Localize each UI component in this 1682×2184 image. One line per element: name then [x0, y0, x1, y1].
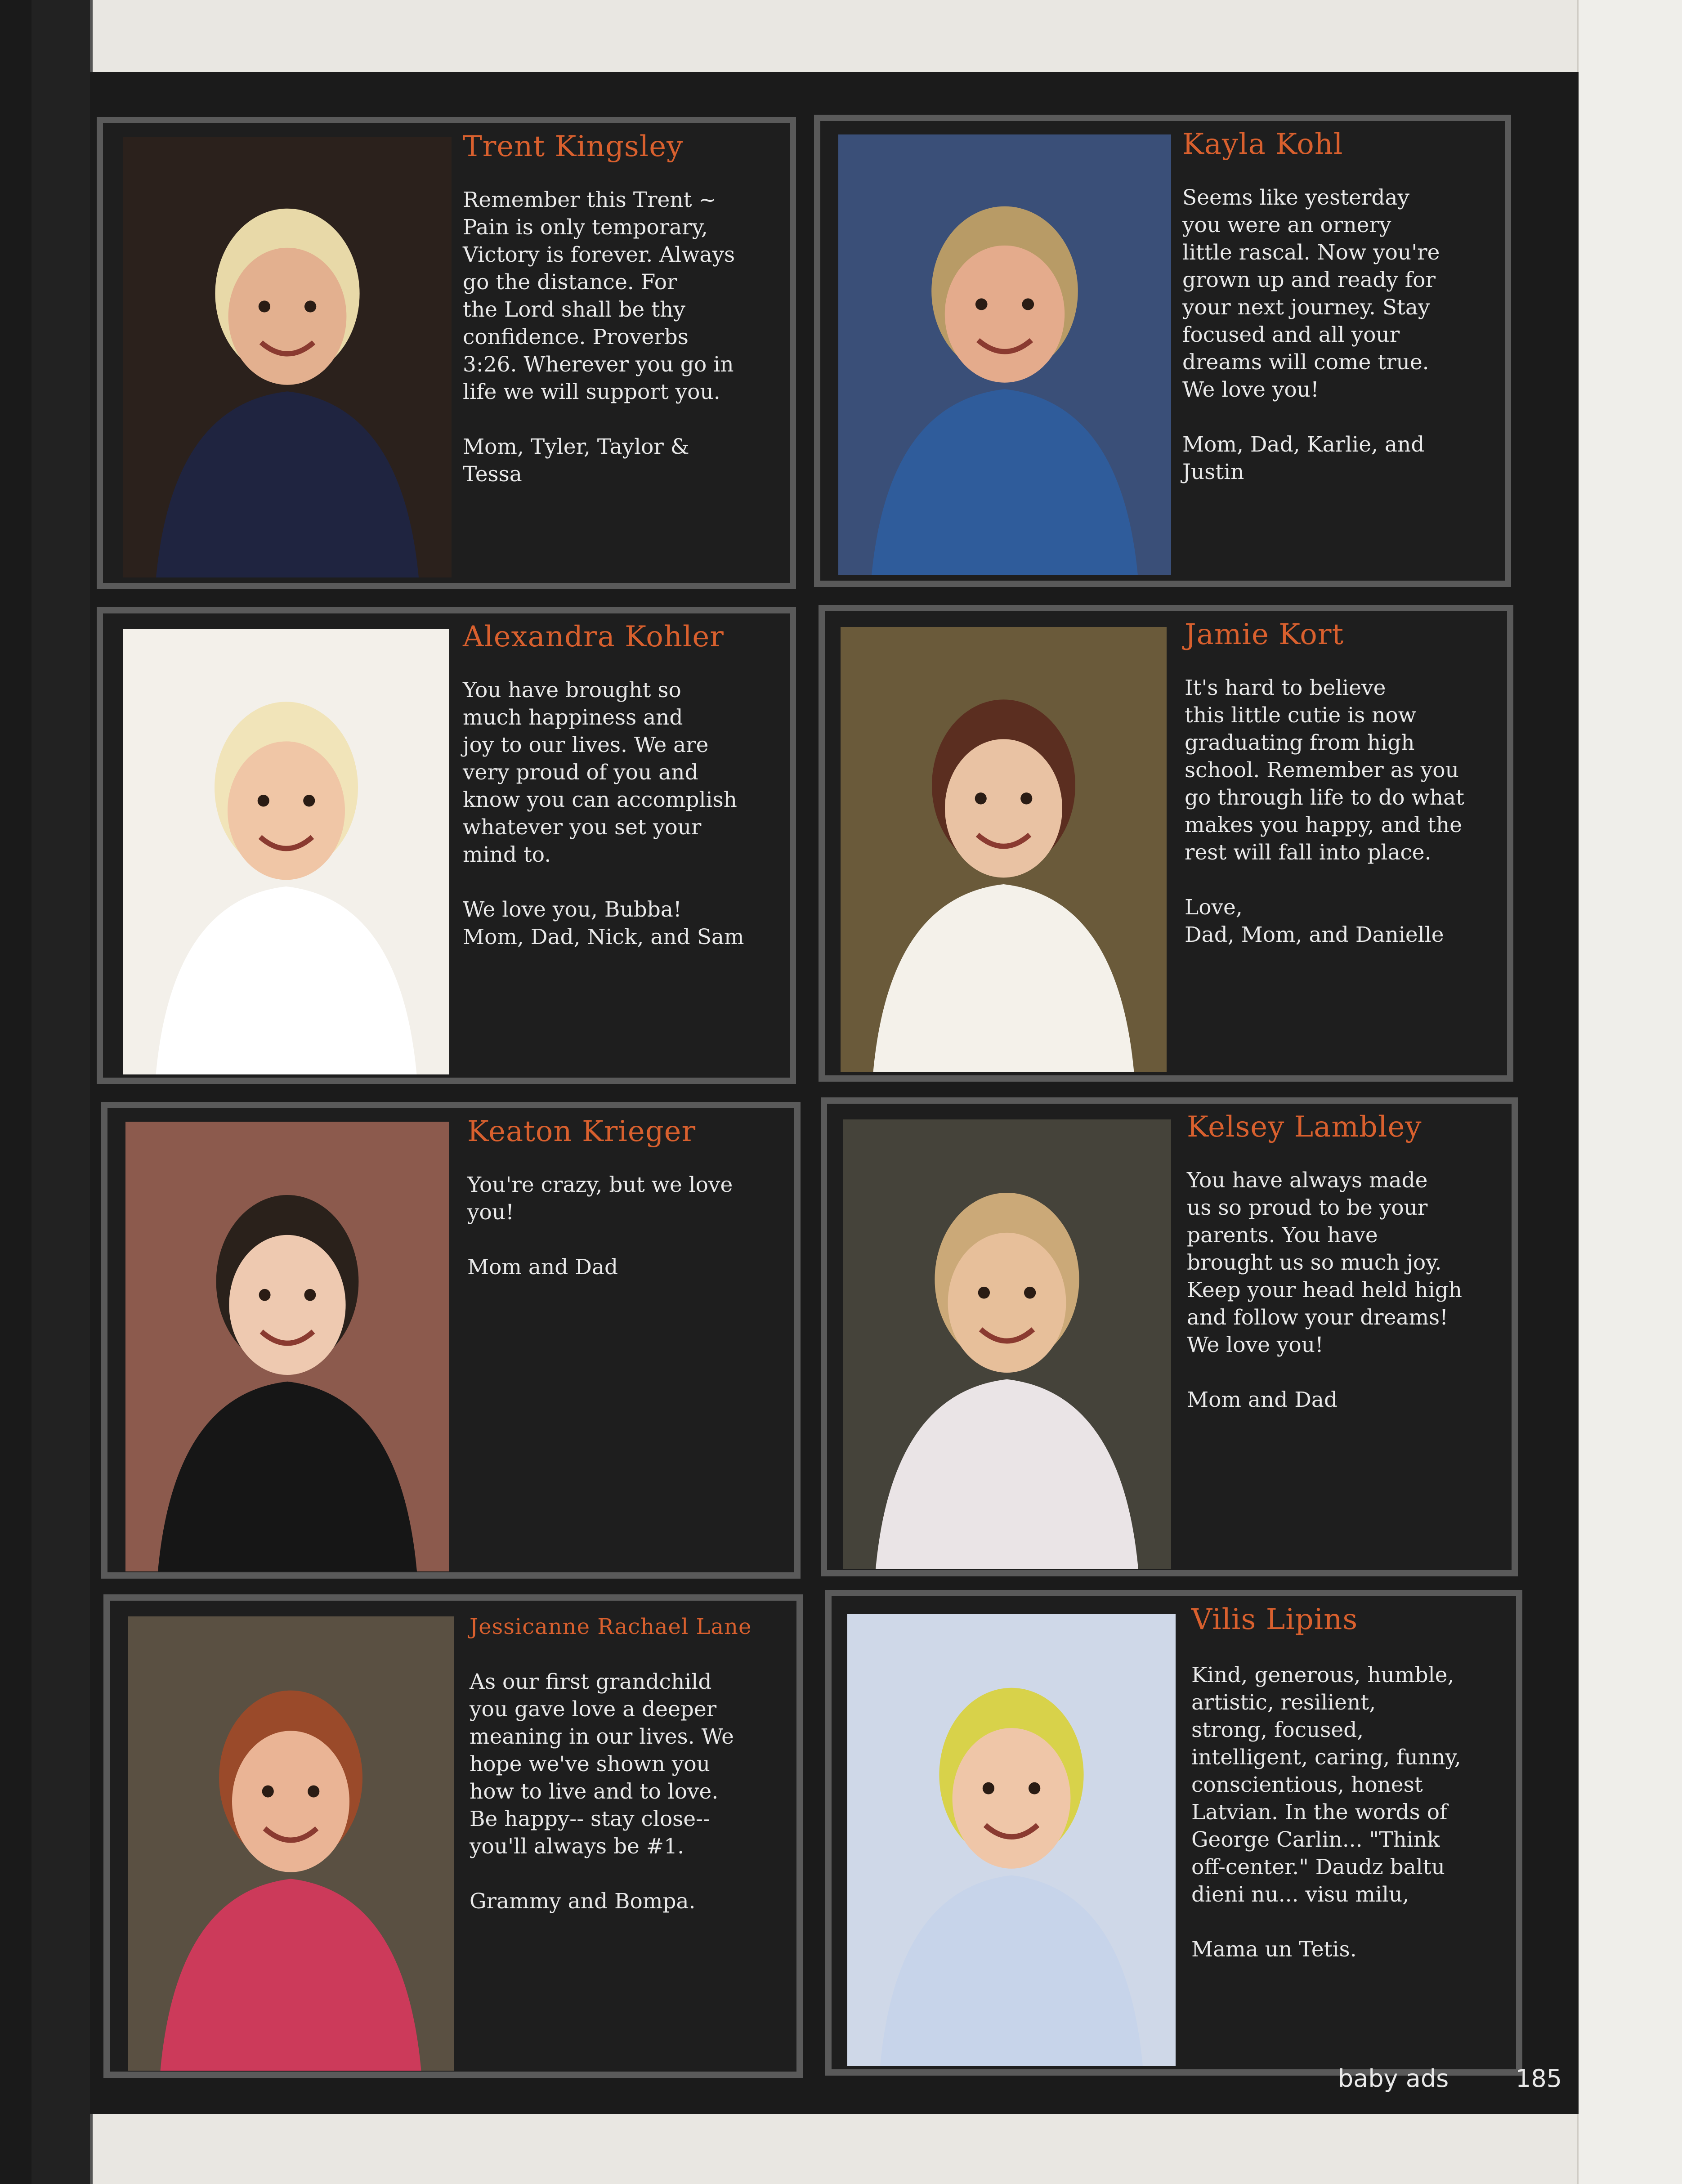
ad-signature: Mom, Tyler, Taylor & Tessa: [463, 434, 689, 487]
ad-photo-6: [843, 1119, 1171, 1569]
ad-message-text: Kind, generous, humble, artistic, resilient, strong, focused, intelligent, caring, funny, conscientious, honest Latvian. In the words of George Carlin... "Think off-center." Daudz baltu dieni nu... visu milu,: [1191, 1663, 1461, 1907]
ad-name-3: Alexandra Kohler: [463, 620, 724, 653]
ad-name-7: Jessicanne Rachael Lane: [470, 1614, 752, 1639]
ad-message-text: As our first grandchild you gave love a deeper meaning in our lives. We hope we've shown you how to live and to love. Be happy-- stay close-- you'll always be #1.: [470, 1669, 734, 1859]
child-portrait: [838, 134, 1171, 575]
ad-message-text: It's hard to believe this little cutie is now graduating from high school. Remember as you go through life to do what makes you happy, and the rest will fall into place.: [1185, 676, 1464, 865]
ad-message-text: You're crazy, but we love you!: [467, 1173, 733, 1225]
binding-gutter: [31, 0, 93, 2184]
ad-card-5: [101, 1102, 801, 1579]
ad-message-text: Seems like yesterday you were an ornery little rascal. Now you're grown up and ready for your next journey. Stay focused and all your dreams will come true. We love you!: [1182, 185, 1440, 402]
section-label: baby ads: [1338, 2064, 1449, 2093]
ad-signature: Mama un Tetis.: [1191, 1937, 1357, 1962]
ad-name-1: Trent Kingsley: [463, 130, 684, 163]
ad-photo-7: [128, 1616, 454, 2071]
child-portrait: [847, 1614, 1176, 2066]
ad-card-2: [814, 115, 1511, 587]
ad-signature: Love, Dad, Mom, and Danielle: [1185, 895, 1444, 947]
child-portrait: [125, 1122, 449, 1571]
ad-message-text: You have always made us so proud to be your parents. You have brought us so much joy. Keep your head held high and follow your dreams! We love you!: [1187, 1168, 1462, 1357]
ad-card-1: [97, 117, 796, 589]
ad-name-6: Kelsey Lambley: [1187, 1110, 1422, 1144]
child-portrait: [843, 1119, 1171, 1569]
ad-photo-5: [125, 1122, 449, 1571]
ad-photo-2: [838, 134, 1171, 575]
ad-photo-4: [841, 627, 1167, 1072]
page-edge: [1577, 0, 1682, 2184]
ad-signature: Grammy and Bompa.: [470, 1889, 696, 1914]
ad-name-4: Jamie Kort: [1185, 618, 1344, 651]
ad-message-6: [1187, 1167, 1517, 1441]
book-binding: [0, 0, 31, 2184]
ad-message-1: [463, 186, 796, 515]
child-portrait: [123, 629, 449, 1074]
ad-card-4: [819, 605, 1513, 1082]
ad-message-2: [1182, 184, 1511, 513]
ad-message-4: [1185, 674, 1515, 976]
ad-name-2: Kayla Kohl: [1182, 128, 1343, 161]
ad-card-8: [825, 1590, 1522, 2076]
ad-message-text: You have brought so much happiness and joy to our lives. We are very proud of you and know you can accomplish whatever you set your mind to.: [463, 678, 737, 867]
ad-message-5: [467, 1171, 800, 1308]
ad-signature: Mom and Dad: [467, 1255, 618, 1280]
ad-name-8: Vilis Lipins: [1191, 1603, 1358, 1636]
ad-card-6: [821, 1097, 1518, 1576]
child-portrait: [841, 627, 1167, 1072]
ad-photo-3: [123, 629, 449, 1074]
ad-photo-8: [847, 1614, 1176, 2066]
ad-signature: We love you, Bubba! Mom, Dad, Nick, and Sam: [463, 897, 744, 949]
ad-signature: Mom, Dad, Karlie, and Justin: [1182, 432, 1425, 484]
ad-signature: Mom and Dad: [1187, 1387, 1338, 1412]
ad-message-7: [470, 1668, 802, 1942]
child-portrait: [128, 1616, 454, 2071]
ad-name-5: Keaton Krieger: [467, 1115, 696, 1148]
ad-photo-1: [123, 137, 452, 577]
ad-message-3: [463, 676, 796, 978]
ad-card-7: [103, 1594, 803, 2078]
ad-message-8: [1191, 1661, 1522, 1991]
child-portrait: [123, 137, 452, 577]
ad-card-3: [97, 607, 796, 1084]
page-number: 185: [1516, 2064, 1562, 2093]
ad-message-text: Remember this Trent ~ Pain is only temporary, Victory is forever. Always go the distance. For the Lord shall be thy confidence. Proverbs 3:26. Wherever you go in life we will support you.: [463, 188, 735, 404]
